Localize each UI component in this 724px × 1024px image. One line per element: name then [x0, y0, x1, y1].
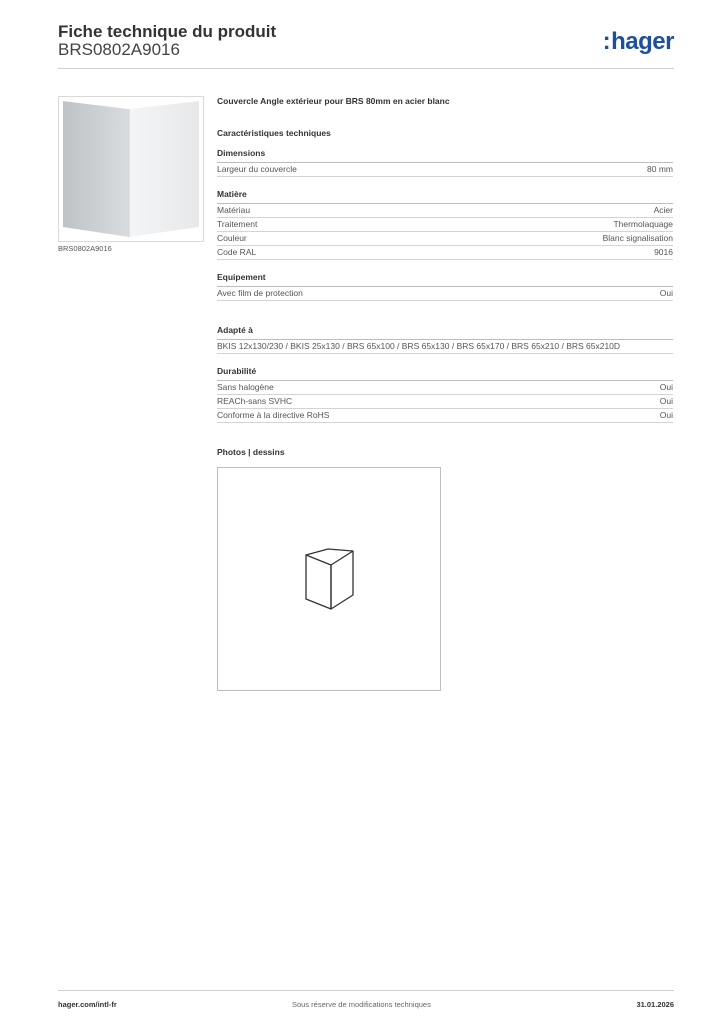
footer-website: hager.com/intl-fr — [58, 1000, 117, 1009]
spec-row — [217, 163, 673, 177]
spec-label: REACh-sans SVHC — [217, 396, 293, 406]
drawing-frame — [217, 467, 441, 691]
section-title: Durabilité — [217, 366, 673, 381]
section-title: Matière — [217, 189, 673, 204]
spec-label: Traitement — [217, 219, 258, 229]
photos-heading: Photos | dessins — [217, 447, 285, 457]
product-reference: BRS0802A9016 — [58, 40, 180, 59]
page-header — [58, 20, 674, 69]
spec-label: Largeur du couvercle — [217, 164, 297, 174]
spec-row — [217, 232, 673, 246]
spec-value: 80 mm — [647, 164, 673, 174]
spec-label: Sans halogène — [217, 382, 274, 392]
spec-row — [217, 218, 673, 232]
spec-row — [217, 409, 673, 423]
spec-value: 9016 — [654, 247, 673, 257]
spec-row — [217, 287, 673, 301]
section-equipement — [217, 272, 673, 301]
spec-label: Avec film de protection — [217, 288, 303, 298]
spec-row — [217, 381, 673, 395]
characteristics-heading: Caractéristiques techniques — [217, 128, 331, 138]
spec-value: Oui — [659, 382, 673, 392]
spec-label: Code RAL — [217, 247, 257, 257]
product-image — [59, 97, 203, 241]
page-title: Fiche technique du produit — [58, 22, 277, 41]
section-durabilite — [217, 366, 673, 423]
product-thumbnail — [58, 96, 204, 242]
logo-text: hager — [611, 28, 674, 55]
spec-row — [217, 246, 673, 260]
page-footer — [58, 990, 674, 1015]
product-description: Couvercle Angle extérieur pour BRS 80mm en acier blanc — [217, 96, 450, 106]
compatibility-list: BKIS 12x130/230 / BKIS 25x130 / BRS 65x100 / BRS 65x130 / BRS 65x170 / BRS 65x210 / BRS 65x210D — [217, 340, 673, 354]
spec-label: Conforme à la directive RoHS — [217, 410, 330, 420]
section-dimensions — [217, 148, 673, 177]
section-title: Equipement — [217, 272, 673, 287]
spec-label: Couleur — [217, 233, 247, 243]
spec-value: Acier — [653, 205, 673, 215]
spec-value: Oui — [659, 410, 673, 420]
thumbnail-caption: BRS0802A9016 — [58, 244, 112, 253]
spec-value: Blanc signalisation — [602, 233, 673, 243]
footer-disclaimer: Sous réserve de modifications techniques — [292, 1000, 431, 1009]
section-adapte — [217, 325, 673, 354]
spec-row — [217, 395, 673, 409]
spec-label: Matériau — [217, 205, 251, 215]
section-title: Adapté à — [217, 325, 673, 340]
corner-cover-drawing — [218, 468, 440, 690]
footer-date: 31.01.2026 — [636, 1000, 674, 1009]
spec-value: Oui — [659, 396, 673, 406]
section-matiere — [217, 189, 673, 260]
spec-row — [217, 204, 673, 218]
spec-value: Thermolaquage — [613, 219, 673, 229]
hager-logo: :hager — [602, 28, 674, 55]
technical-content — [217, 96, 673, 423]
spec-value: Oui — [659, 288, 673, 298]
section-title: Dimensions — [217, 148, 673, 163]
